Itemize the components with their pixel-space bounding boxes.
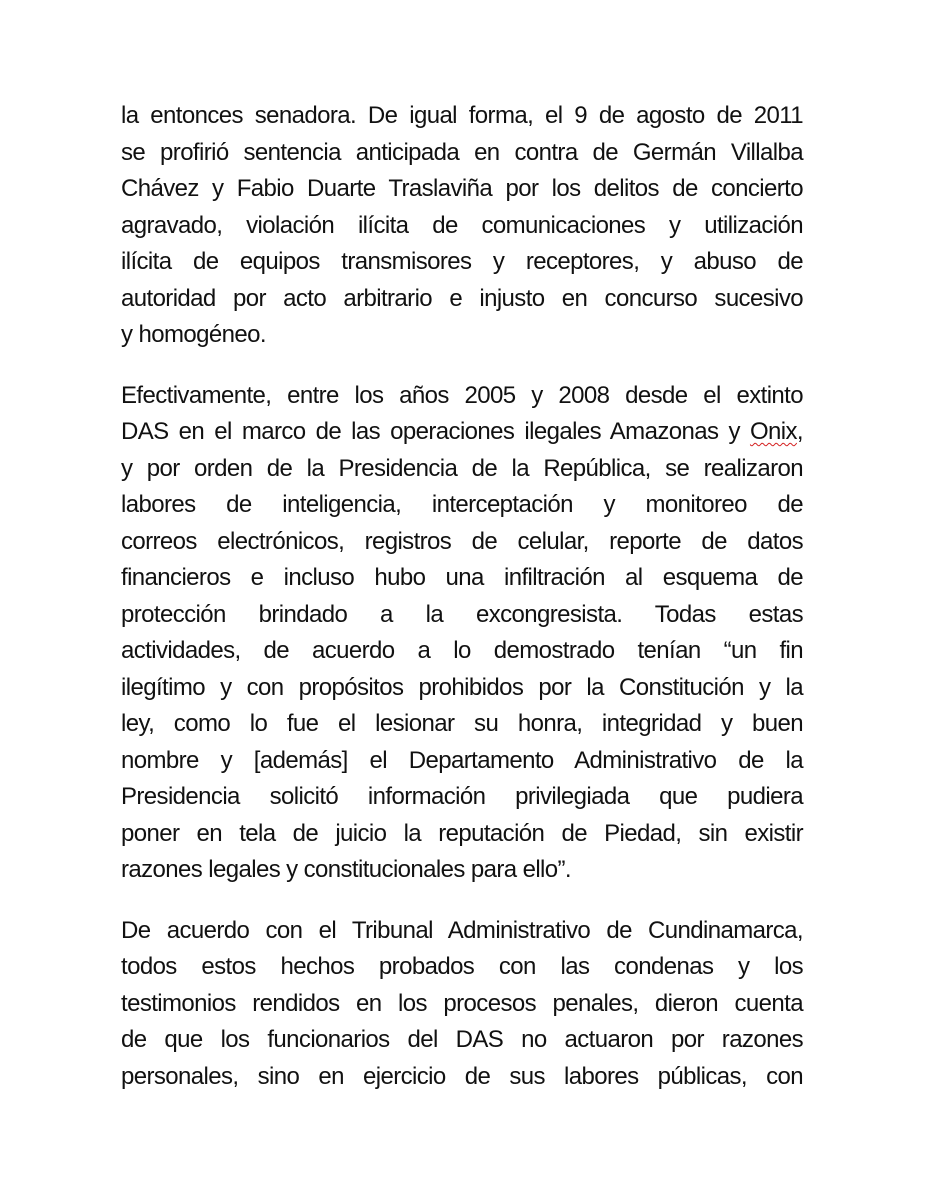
text-line: personales, sino en ejercicio de sus labores públicas, con: [121, 1062, 803, 1090]
text-line: razones legales y constitucionales para ello”.: [121, 856, 571, 883]
text-line: se profirió sentencia anticipada en contra de Germán Villalba: [121, 138, 803, 166]
text-line: ley, como lo fue el lesionar su honra, integridad y buen: [121, 710, 803, 737]
text-line: Efectivamente, entre los años 2005 y 2008 desde el extinto: [121, 381, 803, 409]
text-line: de que los funcionarios del DAS no actuaron por razones: [121, 1026, 803, 1053]
spellcheck-word: Onix: [749, 418, 797, 445]
text-line: poner en tela de juicio la reputación de Piedad, sin existir: [121, 819, 803, 847]
text-line: correos electrónicos, registros de celular, reporte de datos: [121, 527, 803, 555]
text-line: todos estos hechos probados con las condenas y los: [121, 953, 803, 980]
text-line: Chávez y Fabio Duarte Traslaviña por los delitos de concierto: [121, 175, 803, 202]
text-line: financieros e incluso hubo una infiltración al esquema de: [121, 564, 803, 591]
document-page: [121, 98, 803, 1119]
text-line: Presidencia solicitó información privilegiada que pudiera: [121, 783, 803, 810]
text-line: y por orden de la Presidencia de la República, se realizaron: [121, 454, 803, 482]
paragraph-3: [121, 913, 803, 1096]
text-line: actividades, de acuerdo a lo demostrado tenían “un fin: [121, 637, 803, 664]
text-line-spellcheck: DAS en el marco de las operaciones ilegales Amazonas y Onix,: [121, 418, 803, 445]
text-line: nombre y [además] el Departamento Administrativo de la: [121, 746, 803, 774]
text-line: agravado, violación ilícita de comunicaciones y utilización: [121, 211, 803, 239]
text-line: testimonios rendidos en los procesos penales, dieron cuenta: [121, 989, 803, 1017]
text-line: protección brindado a la excongresista. Todas estas: [121, 600, 803, 628]
text-line: y homogéneo.: [121, 321, 266, 348]
text-line: ilícita de equipos transmisores y receptores, y abuso de: [121, 248, 803, 275]
text-line: ilegítimo y con propósitos prohibidos por la Constitución y la: [121, 673, 803, 701]
text-line: autoridad por acto arbitrario e injusto en concurso sucesivo: [121, 284, 803, 312]
paragraph-2: [121, 378, 803, 889]
text-line: labores de inteligencia, interceptación y monitoreo de: [121, 491, 803, 518]
text-line: De acuerdo con el Tribunal Administrativo de Cundinamarca,: [121, 916, 803, 944]
paragraph-1: [121, 98, 803, 354]
text-line: la entonces senadora. De igual forma, el 9 de agosto de 2011: [121, 102, 803, 129]
